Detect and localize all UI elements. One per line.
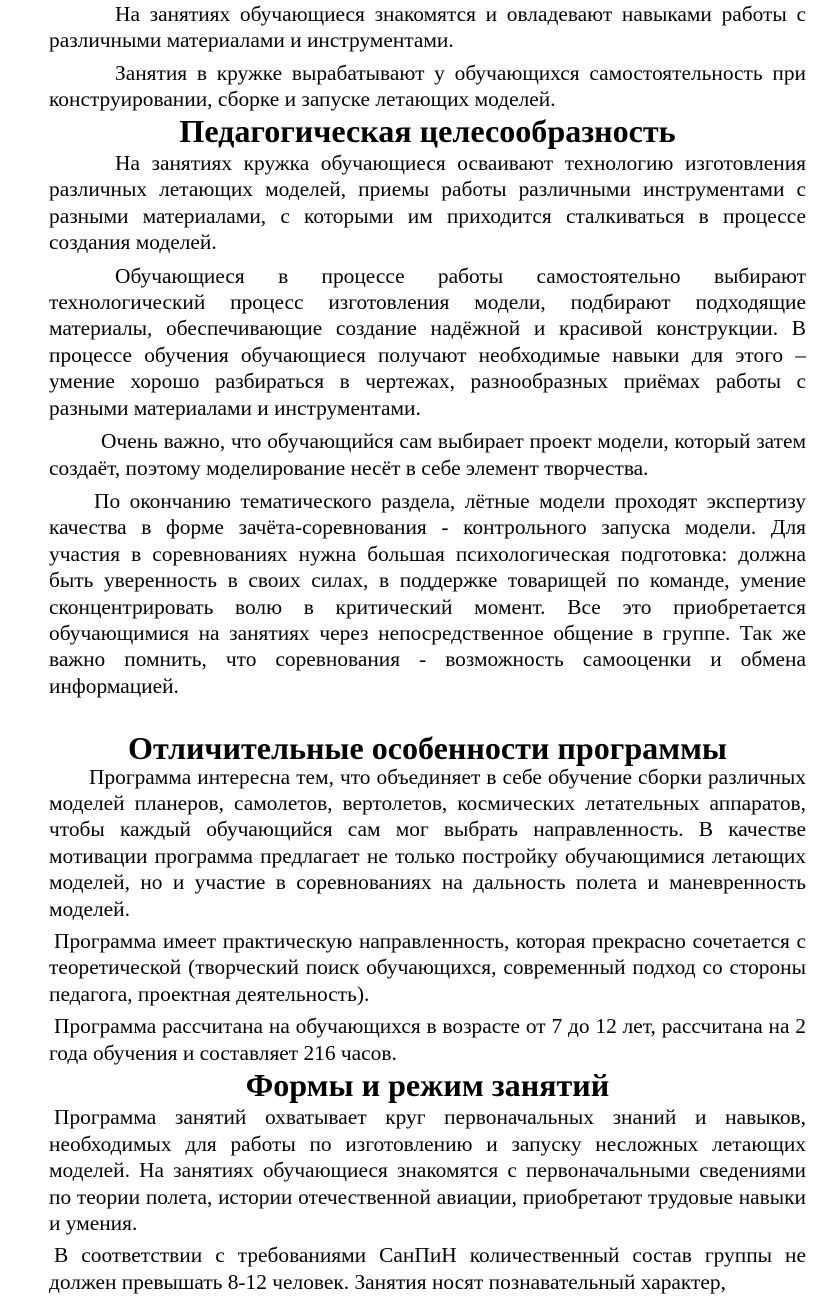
- heading-program-features: Отличительные особенности программы: [128, 730, 727, 767]
- paragraph-process: Обучающиеся в процессе работы самостоятельно выбирают технологический процесс изготовления модели, подбирают подходящие материалы, обеспечивающие создание надёжной и красивой конструкции. В процессе обучения обучающиеся получают необходимые навыки для этого – умение хорошо разбираться в чертежах, разнообразных приёмах работы с разными материалами и инструментами.: [49, 263, 806, 420]
- heading-pedagogical-expediency: Педагогическая целесообразность: [179, 112, 676, 149]
- paragraph-program-interest: Программа интересна тем, что объединяет в себе обучение сборки различных моделей планеров, самолетов, вертолетов, космических летательных аппаратов, чтобы каждый обучающийся сам мог выбрать направленность. В качестве мотивации программа предлагает не только постройку обучающимися летающих моделей, но и участие в соревнованиях на дальность полета и маневренность моделей.: [49, 764, 806, 921]
- paragraph-program-scope: Программа занятий охватывает круг первоначальных знаний и навыков, необходимых для работы по изготовлению и запуску несложных летающих моделей. На занятиях обучающиеся знакомятся с первоначальными сведениями по теории полета, истории отечественной авиации, приобретают трудовые навыки и умения.: [49, 1105, 806, 1236]
- heading-forms-and-schedule: Формы и режим занятий: [245, 1067, 610, 1104]
- paragraph-skills: На занятиях обучающиеся знакомятся и овладевают навыками работы с различными материалами и инструментами.: [49, 2, 806, 53]
- paragraph-age-duration: Программа рассчитана на обучающихся в возрасте от 7 до 12 лет, рассчитана на 2 года обучения и составляет 216 часов.: [49, 1014, 806, 1065]
- paragraph-creativity: Очень важно, что обучающийся сам выбирает проект модели, который затем создаёт, поэтому моделирование несёт в себе элемент творчества.: [49, 429, 806, 480]
- paragraph-competition: По окончанию тематического раздела, лётные модели проходят экспертизу качества в форме зачёта-соревнования - контрольного запуска модели. Для участия в соревнованиях нужна большая психологическая подготовка: должна быть уверенность в своих силах, в поддержке товарищей по команде, умение сконцентрировать волю в критический момент. Все это приобретается обучающимися на занятиях через непосредственное общение в группе. Так же важно помнить, что соревнования - возможность самооценки и обмена информацией.: [49, 488, 806, 698]
- paragraph-group-size: В соответствии с требованиями СанПиН количественный состав группы не должен превышать 8-12 человек. Занятия носят познавательный характер,: [49, 1243, 806, 1294]
- paragraph-independence: Занятия в кружке вырабатывают у обучающихся самостоятельность при конструировании, сборке и запуске летающих моделей.: [49, 60, 806, 112]
- document-page: [0, 1, 816, 1306]
- paragraph-technology: На занятиях кружка обучающиеся осваивают технологию изготовления различных летающих моделей, приемы работы различными инструментами с разными материалами, с которыми им приходится сталкиваться в процессе создания моделей.: [49, 151, 806, 255]
- paragraph-practical-orientation: Программа имеет практическую направленность, которая прекрасно сочетается с теоретической (творческий поиск обучающихся, современный подход со стороны педагога, проектная деятельность).: [49, 929, 806, 1006]
